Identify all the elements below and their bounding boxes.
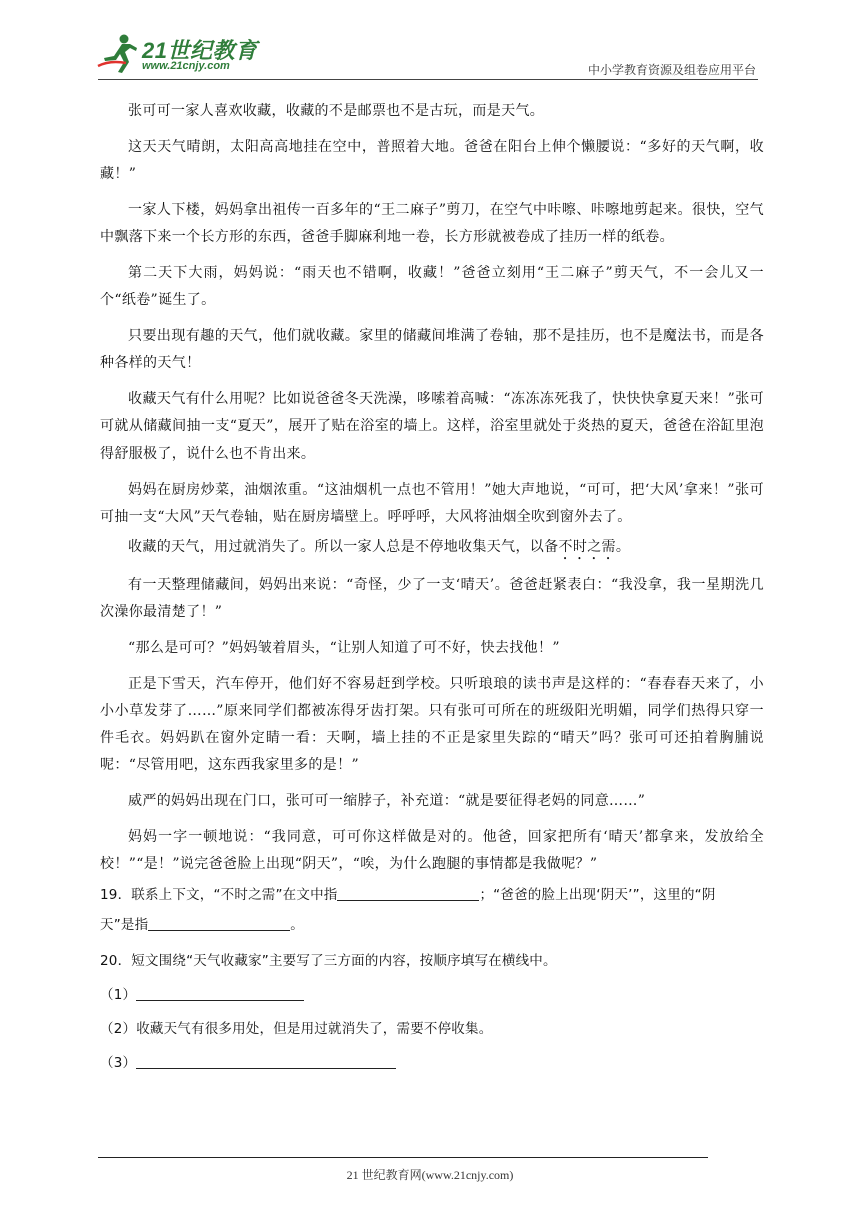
question-text: ；“爸爸的脸上出现‘阴天’”，这里的“阴 xyxy=(479,887,716,904)
story-paragraph: “那么是可可？”妈妈皱着眉头，“让别人知道了可不好，快去找他！” xyxy=(128,639,560,656)
story-paragraph: 收藏天气有什么用呢？比如说爸爸冬天洗澡，哆嗦着高喊：“冻冻冻死我了，快快快拿夏天来！”张可可就从储藏间抽一支“夏天”，展开了贴在浴室的墙上。这样，浴室里就处于炎热的夏天，爸爸在浴缸里泡得舒服极了，说什么也不肯出来。 xyxy=(100,391,764,462)
story-text: 收藏的天气，用过就消失了。所以一家人总是不停地收集天气，以备 xyxy=(128,538,559,555)
story-paragraph: 这天天气晴朗，太阳高高地挂在空中，普照着大地。爸爸在阳台上伸个懒腰说：“多好的天气啊，收藏！” xyxy=(100,138,764,183)
question-19 xyxy=(100,880,764,910)
answer-blank[interactable] xyxy=(136,1052,396,1069)
story-paragraph: 只要出现有趣的天气，他们就收藏。家里的储藏间堆满了卷轴，那不是挂历，也不是魔法书，而是各种各样的天气！ xyxy=(100,328,764,372)
page-header xyxy=(0,0,860,82)
story-paragraph: 第二天下大雨，妈妈说：“雨天也不错啊，收藏！”爸爸立刻用“王二麻子”剪天气，不一会儿又一个“纸卷”诞生了。 xyxy=(100,265,764,309)
running-figure-icon xyxy=(96,32,140,76)
page-footer: 21 世纪教育网(www.21cnjy.com) xyxy=(346,1168,514,1182)
platform-name: 中小学教育资源及组卷应用平台 xyxy=(587,63,756,77)
document-body xyxy=(100,98,764,1078)
answer-blank[interactable] xyxy=(136,984,304,1001)
story-paragraph: 有一天整理储藏间，妈妈出来说：“奇怪，少了一支‘晴天’。爸爸赶紧表白：“我没拿，我一星期洗几次澡你最清楚了！” xyxy=(100,576,764,620)
story-paragraph: 一家人下楼，妈妈拿出祖传一百多年的“王二麻子”剪刀，在空气中咔嚓、咔嚓地剪起来。很快，空气中飘落下来一个长方形的东西，爸爸手脚麻利地一卷，长方形就被卷成了挂历一样的纸卷。 xyxy=(100,201,764,246)
story-paragraph: 妈妈在厨房炒菜，油烟浓重。“这油烟机一点也不管用！”她大声地说，“可可，把‘大风’拿来！”张可可抽一支“大风”天气卷轴，贴在厨房墙壁上。呼呼呼，大风将油烟全吹到窗外去了。 xyxy=(100,481,764,525)
story-paragraph xyxy=(100,534,764,563)
question-20-item-2: （2）收藏天气有很多用处，但是用过就消失了，需要不停收集。 xyxy=(100,1021,493,1038)
item-number: （1） xyxy=(100,987,137,1004)
logo-url: www.21cnjy.com xyxy=(142,60,230,72)
header-divider xyxy=(98,79,758,80)
logo-title: 21世纪教育 xyxy=(142,38,258,63)
answer-blank[interactable] xyxy=(148,914,290,931)
story-text: 。 xyxy=(615,538,631,555)
story-paragraph: 张可可一家人喜欢收藏，收藏的不是邮票也不是古玩，而是天气。 xyxy=(128,103,545,119)
question-text: 天”是指 xyxy=(100,917,149,934)
answer-blank[interactable] xyxy=(337,884,479,901)
question-20-item-1 xyxy=(100,980,764,1010)
emphasized-phrase: 不时之需 xyxy=(558,538,616,555)
site-logo xyxy=(96,32,266,78)
questions-section xyxy=(100,880,764,1078)
question-20-item-3 xyxy=(100,1048,764,1078)
story-paragraph: 威严的妈妈出现在门口，张可可一缩脖子，补充道：“就是要征得老妈的同意……” xyxy=(128,793,646,810)
story-paragraph: 正是下雪天，汽车停开，他们好不容易赶到学校。只听琅琅的读书声是这样的：“春春春天来了，小小小草发芽了……”原来同学们都被冻得牙齿打架。只有张可可所在的班级阳光明媚，同学们热得只穿一件毛衣。妈妈趴在窗外定睛一看：天啊，墙上挂的不正是家里失踪的“晴天”吗？张可可还拍着胸脯说呢：“尽管用吧，这东西我家里多的是！” xyxy=(100,675,764,774)
item-number: （3） xyxy=(100,1055,137,1072)
question-text: 19．联系上下文，“不时之需”在文中指 xyxy=(100,887,338,904)
story-paragraph: 妈妈一字一顿地说：“我同意，可可你这样做是对的。他爸，回家把所有‘晴天’都拿来，发放给全校！”“是！”说完爸爸脸上出现“阴天”，“唉，为什么跑腿的事情都是我做呢？” xyxy=(100,829,764,873)
question-20: 20．短文围绕“天气收藏家”主要写了三方面的内容，按顺序填写在横线中。 xyxy=(100,953,557,970)
question-text: 。 xyxy=(290,917,304,934)
question-19-continued xyxy=(100,910,764,940)
footer-divider xyxy=(98,1157,708,1158)
